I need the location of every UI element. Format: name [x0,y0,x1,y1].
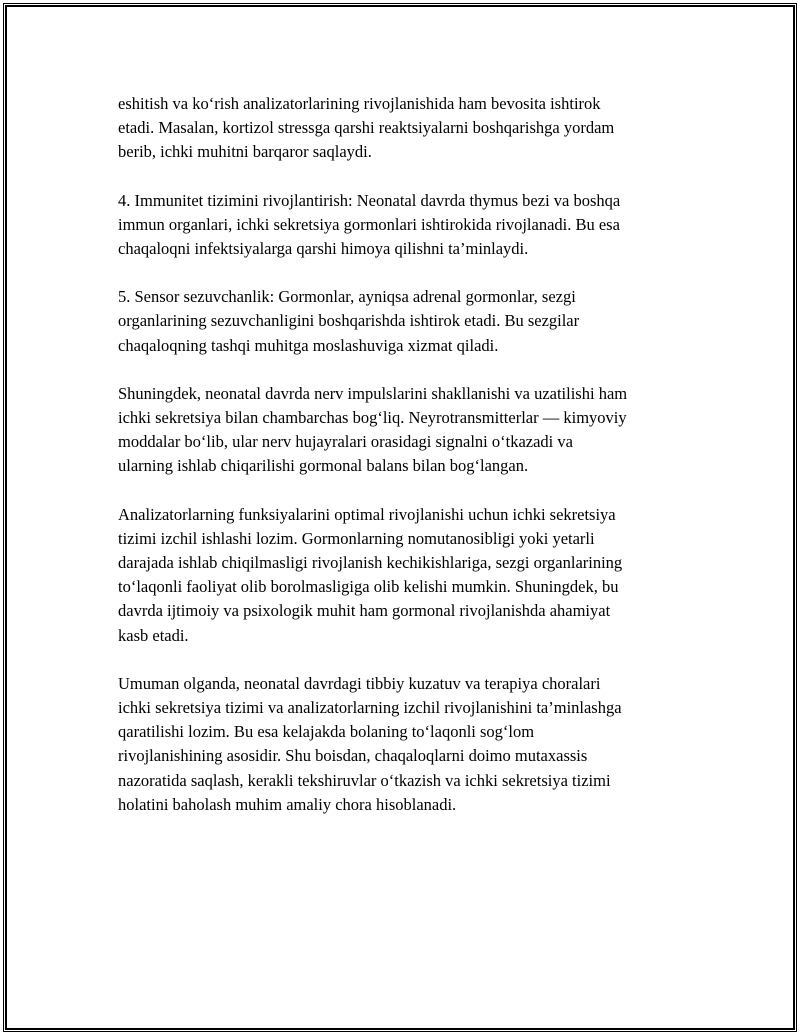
text-line: eshitish va ko‘rish analizatorlarining rivojlanishida ham bevosita ishtirok [118,94,601,113]
text-line: tizimi izchil ishlashi lozim. Gormonlarning nomutanosibligi yoki yetarli [118,528,595,548]
text-line: moddalar bo‘lib, ular nerv hujayralari orasidagi signalni o‘tkazadi va [118,432,573,452]
text-line: etadi. Masalan, kortizol stressga qarshi reaktsiyalarni boshqarishga yordam [118,118,615,138]
text-line: Umuman olganda, neonatal davrdagi tibbiy kuzatuv va terapiya choralari [118,673,601,693]
text-line: ichki sekretsiya bilan chambarchas bog‘liq. Neyrotransmitterlar — kimyoviy [118,408,627,428]
text-line: chaqaloqning tashqi muhitga moslashuviga xizmat qiladi. [118,335,499,355]
paragraph-sensory-sensitivity [118,285,698,358]
text-line: ularning ishlab chiqarilishi gormonal balans bilan bog‘langan. [118,456,529,476]
paragraph-nerve-impulses [118,382,698,479]
text-line: davrda ijtimoiy va psixologik muhit ham gormonal rivojlanishda ahamiyat [118,601,611,621]
text-line: organlarining sezuvchanligini boshqarishda ishtirok etadi. Bu sezgilar [118,311,580,331]
text-line: to‘laqonli faoliyat olib borolmasligiga olib kelishi mumkin. Shuningdek, bu [118,577,619,597]
paragraph-immune-system [118,189,698,262]
text-line: kasb etadi. [118,625,189,645]
text-line: immun organlari, ichki sekretsiya gormonlari ishtirokida rivojlanadi. Bu esa [118,214,620,234]
text-line: holatini baholash muhim amaliy chora hisoblanadi. [118,794,457,814]
text-line: ichki sekretsiya tizimi va analizatorlarning izchil rivojlanishini ta’minlashga [118,698,622,718]
text-line: Shuningdek, neonatal davrda nerv impulslarini shakllanishi va uzatilishi ham [118,383,628,403]
text-line: 5. Sensor sezuvchanlik: Gormonlar, ayniqsa adrenal gormonlar, sezgi [118,287,576,307]
text-line: 4. Immunitet tizimini rivojlantirish: Neonatal davrda thymus bezi va boshqa [118,190,621,210]
text-line: berib, ichki muhitni barqaror saqlaydi. [118,142,372,162]
text-line: qaratilishi lozim. Bu esa kelajakda bolaning to‘laqonli sog‘lom [118,722,535,742]
text-line: Analizatorlarning funksiyalarini optimal rivojlanishi uchun ichki sekretsiya [118,504,616,524]
text-line: darajada ishlab chiqilmasligi rivojlanish kechikishlariga, sezgi organlarining [118,553,623,573]
text-line: chaqaloqni infektsiyalarga qarshi himoya qilishni ta’minlaydi. [118,239,529,259]
paragraph-sensory-analyzers [118,92,698,165]
document-body [118,92,698,841]
text-line: rivojlanishining asosidir. Shu boisdan, chaqaloqlarni doimo mutaxassis [118,746,588,766]
paragraph-analyzer-functions [118,503,698,648]
text-line: nazoratida saqlash, kerakli tekshiruvlar o‘tkazish va ichki sekretsiya tizimi [118,770,611,790]
paragraph-conclusion [118,672,698,817]
